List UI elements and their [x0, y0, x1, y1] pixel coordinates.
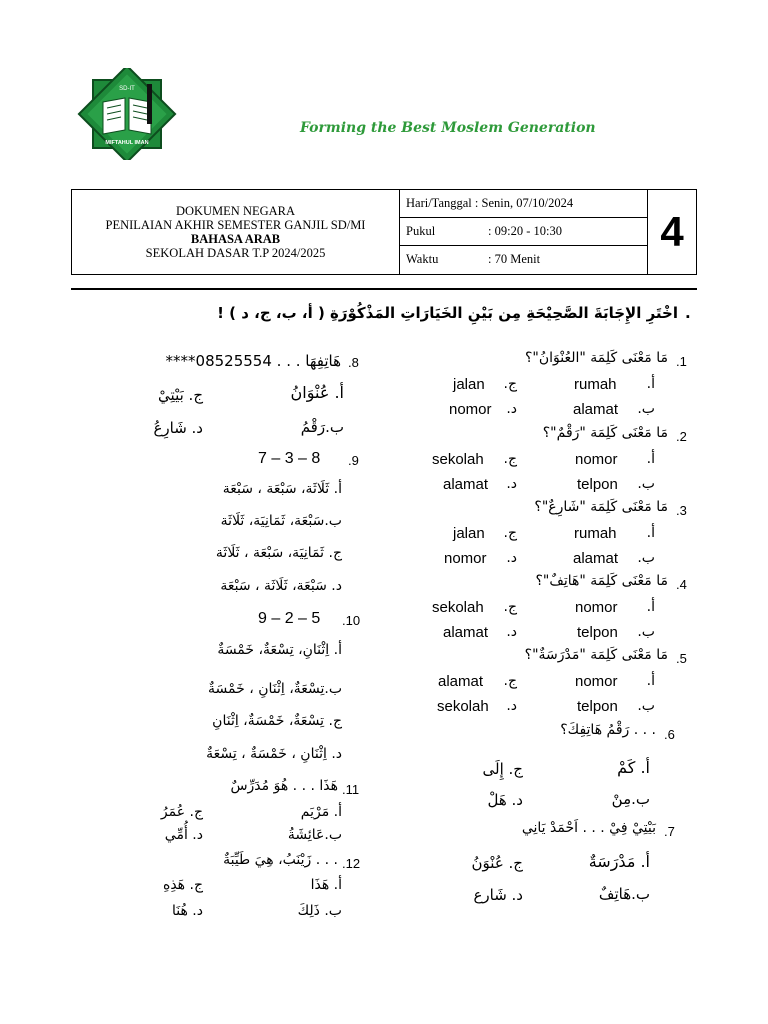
- q5-option-a[interactable]: nomor: [575, 673, 618, 690]
- q11-text: هَذَا . . . هُوَ مُدَرِّسٌ: [230, 778, 338, 794]
- pukul-value: : 09:20 - 10:30: [488, 224, 562, 238]
- q1-text: مَا مَعْنَى كَلِمَة "العُنْوَانُ"؟: [524, 350, 668, 366]
- q7-option-c[interactable]: ج. عُنْوَنُ: [471, 854, 523, 872]
- q12-text: . . . زَيْنَبُ، هِيَ طَيِّبَةٌ: [223, 852, 338, 868]
- q11-option-d[interactable]: د. أُمِّي: [164, 827, 203, 843]
- q4-option-b[interactable]: telpon: [577, 624, 618, 641]
- q6-option-c[interactable]: ج. إِلَى: [482, 760, 523, 778]
- q5-option-d-marker: د.: [506, 698, 517, 714]
- pukul-label: Pukul: [406, 224, 436, 238]
- q10-text: 9 – 2 – 5: [258, 610, 321, 627]
- q4-option-d-marker: د.: [506, 624, 517, 640]
- q10-option-c[interactable]: ج. تِسْعَةٌ، خَمْسَةٌ، اِثْنَانِ: [212, 713, 342, 729]
- q9-option-d[interactable]: د. سَبْعَة، ثَلَاثَة ، سَبْعَة: [220, 578, 342, 594]
- q8-option-a[interactable]: أ. عُنْوَانُ: [290, 383, 344, 402]
- school-logo: [74, 68, 180, 160]
- q6-number: .6: [664, 727, 675, 742]
- q10-option-d[interactable]: د. اِثْنَانِ ، خَمْسَةٌ ، تِسْعَةٌ: [206, 746, 342, 762]
- tagline: Forming the Best Moslem Generation: [300, 120, 596, 136]
- q8-option-d[interactable]: د. شَارِعُ: [153, 419, 203, 437]
- instruction-dot: .: [685, 304, 691, 322]
- doc-line-1: DOKUMEN NEGARA: [175, 204, 296, 218]
- q9-option-b[interactable]: ب.سَبْعَة، ثَمَانِيَة، ثَلَاثَة: [220, 513, 342, 529]
- q6-option-a[interactable]: أ. كَمْ: [617, 758, 650, 777]
- q1-number: .1: [676, 354, 687, 369]
- q7-option-b[interactable]: ب.هَاتِفٌ: [598, 885, 650, 903]
- q12-number: .12: [342, 856, 361, 871]
- q8-option-b[interactable]: ب.رَقْمُ: [300, 418, 344, 436]
- q2-option-c-marker: ج.: [503, 451, 517, 467]
- doc-line-2: PENILAIAN AKHIR SEMESTER GANJIL SD/MI: [105, 218, 366, 232]
- q2-option-b[interactable]: telpon: [577, 476, 618, 493]
- q2-option-c[interactable]: sekolah: [432, 451, 484, 468]
- q2-number: .2: [676, 429, 687, 444]
- hari-tanggal: Hari/Tanggal : Senin, 07/10/2024: [406, 196, 574, 210]
- q1-option-d[interactable]: nomor: [449, 401, 492, 418]
- q1-option-a[interactable]: rumah: [574, 376, 617, 393]
- q11-number: .11: [342, 782, 360, 797]
- q6-text: . . . رَقْمُ هَاتِفِكَ؟: [560, 722, 656, 738]
- waktu-label: Waktu: [406, 252, 439, 266]
- doc-line-4: SEKOLAH DASAR T.P 2024/2025: [145, 246, 326, 260]
- q4-option-c[interactable]: sekolah: [432, 599, 484, 616]
- q10-option-a[interactable]: أ. اِثْنَانِ، تِسْعَةٌ، خَمْسَةٌ: [217, 642, 342, 658]
- q5-option-b-marker: ب.: [637, 698, 655, 714]
- q9-option-a[interactable]: أ. ثَلَاثَة، سَبْعَة ، سَبْعَة: [222, 481, 342, 497]
- q1-option-c-marker: ج.: [503, 376, 517, 392]
- q6-option-d[interactable]: د. هَلْ: [487, 791, 523, 809]
- q4-option-b-marker: ب.: [637, 624, 655, 640]
- q10-number: .10: [342, 613, 361, 628]
- q2-option-a-marker: أ.: [646, 451, 655, 467]
- q3-option-b[interactable]: alamat: [573, 550, 619, 567]
- q8-option-c[interactable]: ج. بَيْتِيْ: [158, 386, 203, 404]
- q5-option-c[interactable]: alamat: [438, 673, 484, 690]
- q12-option-d[interactable]: د. هُنَا: [171, 903, 203, 919]
- page-number: 4: [660, 208, 684, 255]
- exam-schedule: [400, 190, 648, 274]
- q4-option-a-marker: أ.: [646, 599, 655, 615]
- q12-option-a[interactable]: أ. هَذَا: [310, 877, 342, 893]
- q3-option-d-marker: د.: [506, 550, 517, 566]
- q5-text: مَا مَعْنَى كَلِمَة "مَدْرَسَةٌ"؟: [524, 647, 668, 663]
- q5-number: .5: [676, 651, 687, 666]
- q11-option-c[interactable]: ج. عُمَرُ: [160, 804, 203, 820]
- q1-option-b[interactable]: alamat: [573, 401, 619, 418]
- q7-option-a[interactable]: أ. مَدْرَسَةٌ: [588, 852, 650, 871]
- q1-option-d-marker: د.: [506, 401, 517, 417]
- q3-option-a[interactable]: rumah: [574, 525, 617, 542]
- logo-bottom-text: MIFTAHUL IMAN: [105, 140, 149, 146]
- q3-number: .3: [676, 503, 687, 518]
- document-info: [72, 190, 400, 274]
- q3-option-a-marker: أ.: [646, 525, 655, 541]
- q7-number: .7: [664, 824, 675, 839]
- logo-top-text: SD-IT: [119, 86, 135, 92]
- q6-option-b[interactable]: ب.مِنْ: [611, 790, 650, 808]
- q5-option-a-marker: أ.: [646, 673, 655, 689]
- q4-option-c-marker: ج.: [503, 599, 517, 615]
- q8-number: .8: [348, 355, 359, 370]
- q12-option-c[interactable]: ج. هَذِهِ: [162, 877, 203, 893]
- q7-option-d[interactable]: د. شَارع: [473, 886, 523, 904]
- q2-option-d[interactable]: alamat: [443, 476, 489, 493]
- q3-option-c[interactable]: jalan: [453, 525, 485, 542]
- q11-option-b[interactable]: ب.عَائِشَةُ: [287, 827, 342, 843]
- q1-option-a-marker: أ.: [646, 376, 655, 392]
- divider: [71, 288, 697, 290]
- q3-option-c-marker: ج.: [503, 525, 517, 541]
- q10-option-b[interactable]: ب.تِسْعَةٌ، اِثْنَانِ ، خَمْسَةٌ: [208, 681, 342, 697]
- q3-option-b-marker: ب.: [637, 550, 655, 566]
- q3-text: مَا مَعْنَى كَلِمَة "شَارِعٌ"؟: [534, 499, 668, 515]
- q5-option-b[interactable]: telpon: [577, 698, 618, 715]
- q3-option-d[interactable]: nomor: [444, 550, 487, 567]
- q2-option-d-marker: د.: [506, 476, 517, 492]
- q11-option-a[interactable]: أ. مَرْيَم: [300, 804, 342, 820]
- q5-option-d[interactable]: sekolah: [437, 698, 489, 715]
- q2-option-b-marker: ب.: [637, 476, 655, 492]
- instruction: اخْتَرِ الإِجَابَةَ الصَّحِيْحَةِ مِن بَيْنِ الخَيَارَاتِ المَذْكُوْرَةِ ( أ، ب، ج، د ) !: [217, 304, 678, 322]
- q12-option-b[interactable]: ب. ذَلِكَ: [297, 903, 342, 919]
- q5-option-c-marker: ج.: [503, 673, 517, 689]
- waktu-value: : 70 Menit: [488, 252, 541, 266]
- q9-text: 7 – 3 – 8: [258, 450, 321, 467]
- q4-option-d[interactable]: alamat: [443, 624, 489, 641]
- q7-text: بَيْتِيْ فِيْ . . . اَحْمَدْ يَانِي: [521, 820, 656, 836]
- q4-option-a[interactable]: nomor: [575, 599, 618, 616]
- q4-text: مَا مَعْنَى كَلِمَة "هَاتِفٌ"؟: [535, 573, 668, 589]
- q4-number: .4: [676, 577, 687, 592]
- doc-line-3: BAHASA ARAB: [190, 232, 281, 246]
- q1-option-c[interactable]: jalan: [453, 376, 485, 393]
- q9-number: .9: [348, 453, 359, 468]
- q9-option-c[interactable]: ج. ثَمَانِيَة، سَبْعَة ، ثَلَاثَة: [215, 545, 342, 561]
- q2-text: مَا مَعْنَى كَلِمَة "رَقْمٌ"؟: [542, 425, 668, 441]
- q2-option-a[interactable]: nomor: [575, 451, 618, 468]
- q1-option-b-marker: ب.: [637, 401, 655, 417]
- q8-text: هَاتِفِهَا . . . 08525554****: [165, 352, 341, 370]
- header-box: [71, 189, 697, 275]
